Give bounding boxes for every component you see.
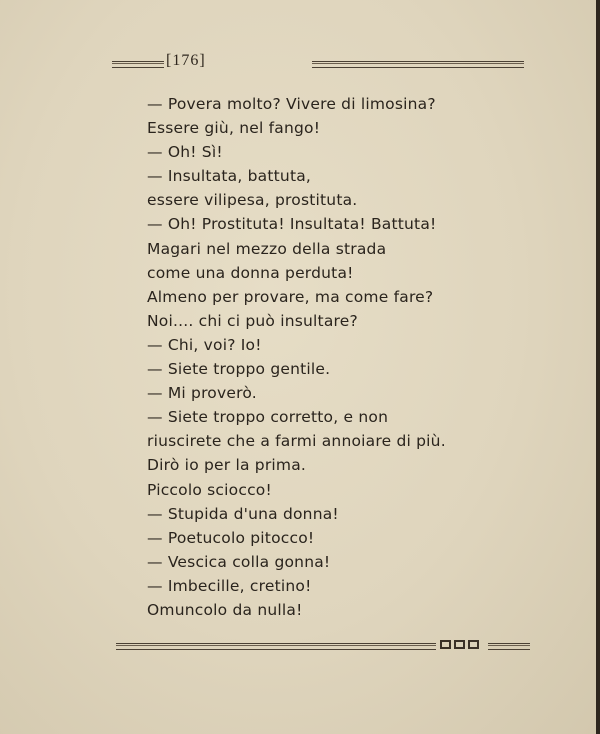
poem-line: Almeno per provare, ma come fare?	[147, 287, 434, 306]
three-square-ornament-icon	[440, 640, 479, 649]
poem-line: — Chi, voi? Io!	[147, 335, 262, 354]
poem-line: come una donna perduta!	[147, 263, 354, 282]
poem-line: — Mi proverò.	[147, 384, 257, 403]
poem-line: Piccolo sciocco!	[147, 480, 272, 499]
poem-line: — Siete troppo corretto, e non	[147, 408, 389, 427]
ornament-square	[454, 640, 465, 649]
poem-line: — Oh! Prostituta! Insultata! Battuta!	[147, 215, 437, 234]
poem-line: Noi.... chi ci può insultare?	[147, 311, 358, 330]
poem-line: essere vilipesa, prostituta.	[147, 191, 358, 210]
poem-line: riuscirete che a farmi annoiare di più.	[147, 432, 446, 451]
page-edge	[596, 0, 600, 734]
poem-line: — Siete troppo gentile.	[147, 360, 331, 379]
poem-line: — Poetucolo pitocco!	[147, 528, 315, 547]
poem-text	[147, 92, 507, 622]
poem-line: — Oh! Sì!	[147, 143, 223, 162]
footer-rule	[116, 643, 436, 650]
header-rule-left	[112, 61, 164, 68]
poem-line: — Insultata, battuta,	[147, 167, 312, 186]
poem-line: Omuncolo da nulla!	[147, 600, 303, 619]
poem-line: Magari nel mezzo della strada	[147, 239, 387, 258]
page-number: [176]	[166, 52, 206, 69]
poem-line: Dirò io per la prima.	[147, 456, 307, 475]
poem-line: — Stupida d'una donna!	[147, 504, 339, 523]
poem-line: — Vescica colla gonna!	[147, 552, 331, 571]
page-footer	[116, 640, 530, 654]
poem-line: — Imbecille, cretino!	[147, 576, 312, 595]
header-rule-right	[312, 61, 524, 68]
ornament-square	[440, 640, 451, 649]
page-header	[112, 52, 524, 74]
footer-rule-tail	[488, 643, 530, 650]
ornament-square	[468, 640, 479, 649]
poem-line: — Povera molto? Vivere di limosina?	[147, 95, 436, 113]
poem-line: Essere giù, nel fango!	[147, 119, 321, 138]
